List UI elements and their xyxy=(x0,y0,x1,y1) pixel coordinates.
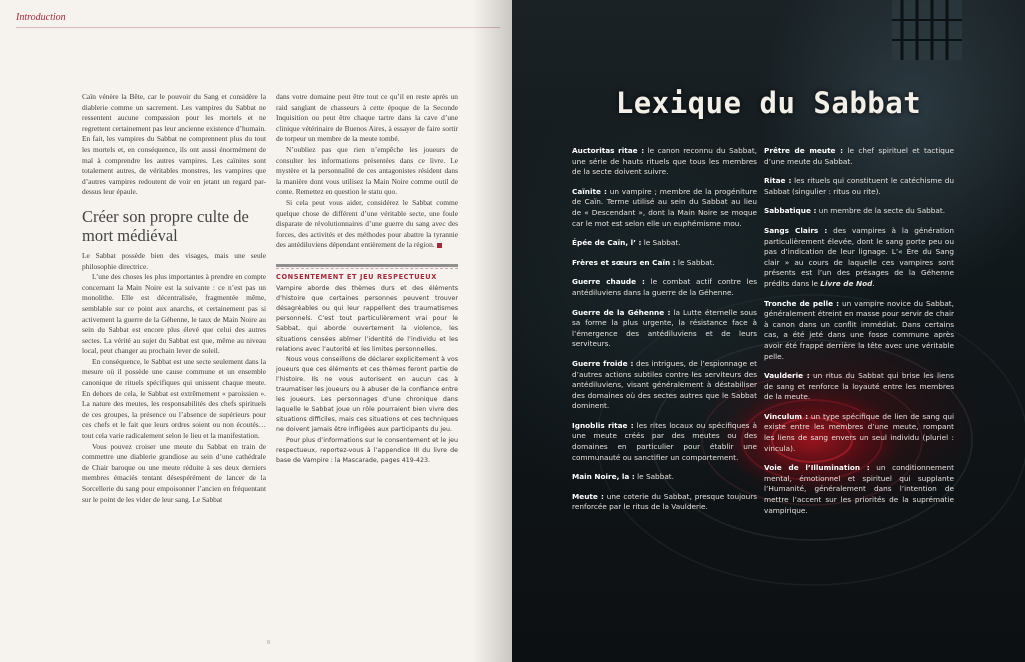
entry-definition: la Lutte éternelle sous sa forme la plus urgente, la résistance face à l’émergence des antédiluviens et de leurs serviteurs. xyxy=(572,307,757,349)
running-head: Introduction xyxy=(16,12,66,23)
section-heading: Créer son propre culte de mort médiéval xyxy=(82,206,249,245)
entry-term: Sangs Clairs : xyxy=(764,225,828,235)
entry-term: Épée de Caïn, l’ : xyxy=(572,238,642,248)
entry-definition: le canon reconnu du Sabbat, une série de hauts rituels que tous les membres de la secte doivent suivre. xyxy=(572,146,758,177)
entry-term: Guerre froide : xyxy=(572,358,634,368)
paragraph: N’oubliez pas que rien n’empêche les joueurs de consulter les informations présentées dans ce livre. Le mystère et la personnalité de ces antagonistes résident dans la manière dont vous utilisez la Main Noire comme outil de conte. Remettez en question le statu quo. xyxy=(276,144,458,197)
lexicon-column-a xyxy=(572,146,757,522)
entry-definition: un vampire ; membre de la progéniture de Caïn. Terme utilisé au sein du Sabbat au lieu de « Descendant », dont la Main Noire se moque car le mot est selon elle un euphémisme mou. xyxy=(572,186,758,228)
entry-definition: le Sabbat. xyxy=(634,472,674,482)
paragraph: Vous pouvez croiser une meute du Sabbat en train de commettre une diablerie grandiose au sein d’une cathédrale de Chair baroque ou une meute réduite à ses deux derniers membres émaciés tentant désespérément de lancer de la Sorcellerie du sang pour empoisonner l’ancien en fréquentant sur le point de les vider de leur sang. Le Sabbat xyxy=(82,441,266,504)
end-mark-icon xyxy=(437,243,442,248)
sidebar-paragraph: Pour plus d’informations sur le consentement et le jeu respectueux, reportez-vous à l’appendice III du livre de base de Vampire : la Mascarade, pages 419-423. xyxy=(276,436,458,464)
left-column-b xyxy=(276,92,458,251)
lexicon-entry xyxy=(764,412,954,454)
lexicon-entry xyxy=(572,492,757,513)
lexicon-entry xyxy=(572,146,757,178)
lexicon-column-b xyxy=(764,146,954,525)
entry-term: Main Noire, la : xyxy=(572,472,635,482)
sidebar-bar xyxy=(276,264,458,267)
paragraph xyxy=(276,198,458,251)
lexicon-entry xyxy=(572,308,757,350)
left-column-a xyxy=(82,92,266,505)
paragraph: Le Sabbat possède bien des visages, mais une seule philosophie directrice. xyxy=(82,250,266,271)
entry-tail: . xyxy=(872,278,875,288)
entry-term: Ritae : xyxy=(764,176,792,186)
consent-sidebar xyxy=(276,264,458,466)
paragraph: dans votre domaine peut être tout ce qu’il en reste après un raid sanglant de chasseurs à cette époque de la Seconde Inquisition ou peut être chaque tartre dans la cave d’une clinique vétérinaire de Buenos Aires, à essayer de faire sortir de torpeur un membre de la meute tombé. xyxy=(276,92,458,144)
entry-definition: un membre de la secte du Sabbat. xyxy=(816,206,946,216)
left-page xyxy=(0,0,512,662)
paragraph-text: Si cela peut vous aider, considérez le Sabbat comme quelque chose de différent d’une véritable secte, une foule disparate de révolutionnaires d’une guerre du sang avec des forces, des activités et des méthodes pour abattre la tyrannie des antédiluviens dépendant entièrement de la région. xyxy=(276,197,458,250)
entry-term: Prêtre de meute : xyxy=(764,146,844,155)
entry-term: Voie de l’Illumination : xyxy=(764,463,870,473)
entry-term: Guerre de la Géhenne : xyxy=(572,307,671,317)
paragraph: L’une des choses les plus importantes à prendre en compte concernant la Main Noire est la suivante : ce n’est pas un monolithe. Elle est décentralisée, fragmentée même, semblable sur ce point aux anarchs, et certainement pas si activement la guerre de la Géhenne, le taux de Main Noire au sein du Sabbat est encore plus élevé que celui des autres sectes. La vérité au sujet du Sabbat est que, même au niveau local, peut changer au prochain lever de soleil. xyxy=(82,272,266,356)
lexicon-entry xyxy=(764,176,954,197)
lexicon-entry xyxy=(572,238,757,249)
entry-definition: des vampires à la génération particulièrement élevée, dont le sang porte peu ou pas d’indication de leur lignage. L’« Ère du Sang clair » au cours de laquelle ces vampires sont présents est l’un des présages de la Géhenne prédits dans le xyxy=(764,225,954,288)
entry-definition: les rites locaux ou spécifiques à une meute créés par des meutes ou des domaines en particulier pour établir une communauté ou sanctifier un comportement. xyxy=(572,420,757,462)
sidebar-paragraph: Vampire aborde des thèmes durs et des éléments d’histoire que certaines personnes peuvent trouver désagréables ou qui leur rappellent des traumatismes personnels. C’est tout particulièrement vrai pour le Sabbat, qui aborde ouvertement la violence, les situations censées abîmer l’identité de l’individu et les relations avec l’autorité et les limites personnelles. xyxy=(276,285,458,353)
lexicon-entry xyxy=(764,299,954,363)
lexicon-entry xyxy=(572,421,757,463)
lexicon-entry xyxy=(572,277,757,298)
lexicon-title: Lexique du Sabbat xyxy=(615,86,922,120)
lexicon-entry xyxy=(572,472,757,483)
lexicon-entry xyxy=(764,146,954,167)
entry-definition: un conditionnement mental, émotionnel et spirituel qui supplante l’Humanité, généralement dans l’intention de mettre l’accent sur les priorités de la suprématie vampirique. xyxy=(764,463,954,515)
entry-term: Meute : xyxy=(572,491,604,501)
page-number: 8 xyxy=(267,640,270,646)
paragraph: En conséquence, le Sabbat est une secte seulement dans la mesure où il possède une cause commune et un ensemble canonique de rituels spécifiques qui unissent chaque meute. En dehors de cela, le Sabbat est extrêmement « paroissien ». La nature des meutes, les responsabilités des chefs spirituels de ces groupes, la présence ou l’absence de supérieurs pour ces chefs et le fait que leurs ordres soient ou non écoutés… tout cela varie radicalement selon le lieu et la manifestation. xyxy=(82,356,266,441)
entry-term: Vaulderie : xyxy=(764,371,810,381)
lexicon-entry xyxy=(764,206,954,217)
entry-term: Tronche de pelle : xyxy=(764,298,840,308)
entry-definition: le combat actif contre les antédiluviens dans la guerre de la Géhenne. xyxy=(572,277,757,297)
sidebar-paragraph: Nous vous conseillons de déclarer explicitement à vos joueurs que ces éléments et ces thèmes feront partie de l’histoire. Ils ne vous autorisent en aucun cas à traumatiser les joueurs ou à abuser de la confiance entre les joueurs. Les personnages d’une chronique dans laquelle le Sabbat joue un rôle pourraient bien vivre des situations difficiles, mais ces situations et ces techniques ne doivent jamais être infligées aux participants du jeu. xyxy=(276,355,458,434)
entry-definition: les rituels qui constituent le catéchisme du Sabbat (singulier : ritus ou rite). xyxy=(764,176,954,196)
entry-term: Frères et sœurs en Caïn : xyxy=(572,257,676,267)
entry-term: Ignoblis ritae : xyxy=(572,420,634,430)
entry-definition: un vampire novice du Sabbat, généralement étreint en masse pour servir de chair à canon dans un conflit immédiat. Dans certains cas, a été jeté dans une fosse commune après avoir été frappé derrière la tête avec une véritable pelle. xyxy=(764,298,954,361)
lexicon-entry xyxy=(764,463,954,516)
right-page xyxy=(512,0,1025,662)
lexicon-entry xyxy=(572,258,757,269)
entry-term: Sabbatique : xyxy=(764,206,817,216)
header-rule xyxy=(16,27,500,28)
entry-definition: un ritus du Sabbat qui brise les liens de sang et renforce la loyauté entre les membres de la meute. xyxy=(764,371,954,402)
entry-definition: le Sabbat. xyxy=(675,257,715,267)
lexicon-entry xyxy=(764,226,954,290)
book-title: Livre de Nod xyxy=(820,278,873,288)
entry-term: Vinculum : xyxy=(764,411,809,421)
sidebar-title: CONSENTEMENT ET JEU RESPECTUEUX xyxy=(276,268,458,284)
entry-term: Auctoritas ritae : xyxy=(572,146,645,155)
lexicon-entry xyxy=(764,371,954,403)
entry-term: Caïnite : xyxy=(572,186,607,196)
entry-term: Guerre chaude : xyxy=(572,277,645,287)
paragraph: Caïn vénère la Bête, car le pouvoir du Sang et considère la diablerie comme un sacrement. Les vampires du Sabbat ne ressentent aucune compassion pour les mortels et ne regrettent certainement pas leur ancienne existence d’humain. En fait, les vampires du Sabbat ne comprennent plus du tout les mortels et, en conséquence, ils ont aussi énormément de mal à comprendre les autres vampires. Les caïnites sont totalement autres, de véritables monstres, les vampires que d’autres vampires redoutent de voir en jetant un regard par-dessus leur épaule. xyxy=(82,92,266,197)
entry-definition: un type spécifique de lien de sang qui existe entre les membres d’une meute, rompant les liens de sang envers un seul individu (pluriel : vincula). xyxy=(764,411,954,453)
lexicon-entry xyxy=(572,359,757,412)
entry-definition: le chef spirituel et tactique d’une meute du Sabbat. xyxy=(764,146,954,166)
entry-definition: des intrigues, de l’espionnage et d’autres actions subtiles contre les serviteurs des antédiluviens, visant généralement à déstabiliser des domaines où des sectes autres que le Sabbat dominent. xyxy=(572,358,757,411)
entry-definition: le Sabbat. xyxy=(641,238,681,248)
lexicon-entry xyxy=(572,187,757,229)
entry-definition: une coterie du Sabbat, presque toujours renforcée par le ritus de la Vaulderie. xyxy=(572,491,757,512)
